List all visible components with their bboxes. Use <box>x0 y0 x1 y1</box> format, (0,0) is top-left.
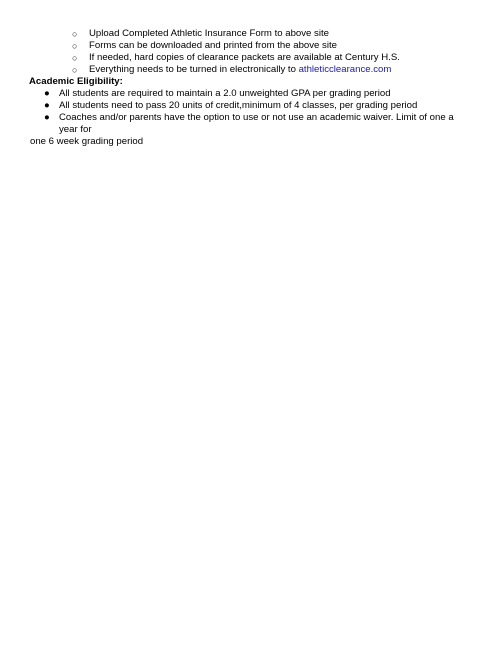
list-item <box>0 112 500 148</box>
list-item <box>0 28 500 40</box>
hollow-bullet-icon: ○ <box>72 29 78 39</box>
list-item-text <box>89 64 391 76</box>
list-item-text: All students are required to maintain a 2.0 unweighted GPA per grading period <box>59 88 391 99</box>
hollow-bullet-icon: ○ <box>72 53 78 63</box>
list-item-text: If needed, hard copies of clearance packets are available at Century H.S. <box>89 52 400 63</box>
athletic-clearance-link[interactable]: athleticclearance.com <box>298 64 392 75</box>
academic-eligibility-list <box>0 88 500 148</box>
list-item-text-continuation: one 6 week grading period <box>30 136 144 147</box>
list-item <box>0 52 500 64</box>
list-item-text: All students need to pass 20 units of credit,minimum of 4 classes, per grading period <box>59 100 418 111</box>
hollow-bullet-icon: ○ <box>72 41 78 51</box>
filled-bullet-icon: ● <box>44 100 50 111</box>
list-item <box>0 64 500 76</box>
academic-eligibility-heading: Academic Eligibility: <box>29 76 123 87</box>
filled-bullet-icon: ● <box>44 112 50 123</box>
list-item <box>0 100 500 112</box>
list-item-text: Upload Completed Athletic Insurance Form to above site <box>89 28 329 39</box>
list-item <box>0 40 500 52</box>
list-item-text: Forms can be downloaded and printed from the above site <box>89 40 337 51</box>
filled-bullet-icon: ● <box>44 88 50 99</box>
list-item-text-prefix: Everything needs to be turned in electronically to <box>89 64 299 75</box>
clearance-sub-list <box>0 28 500 76</box>
hollow-bullet-icon: ○ <box>72 65 78 75</box>
list-item-text: Coaches and/or parents have the option to use or not use an academic waiver. Limit of one a year for <box>59 112 454 135</box>
list-item <box>0 88 500 100</box>
